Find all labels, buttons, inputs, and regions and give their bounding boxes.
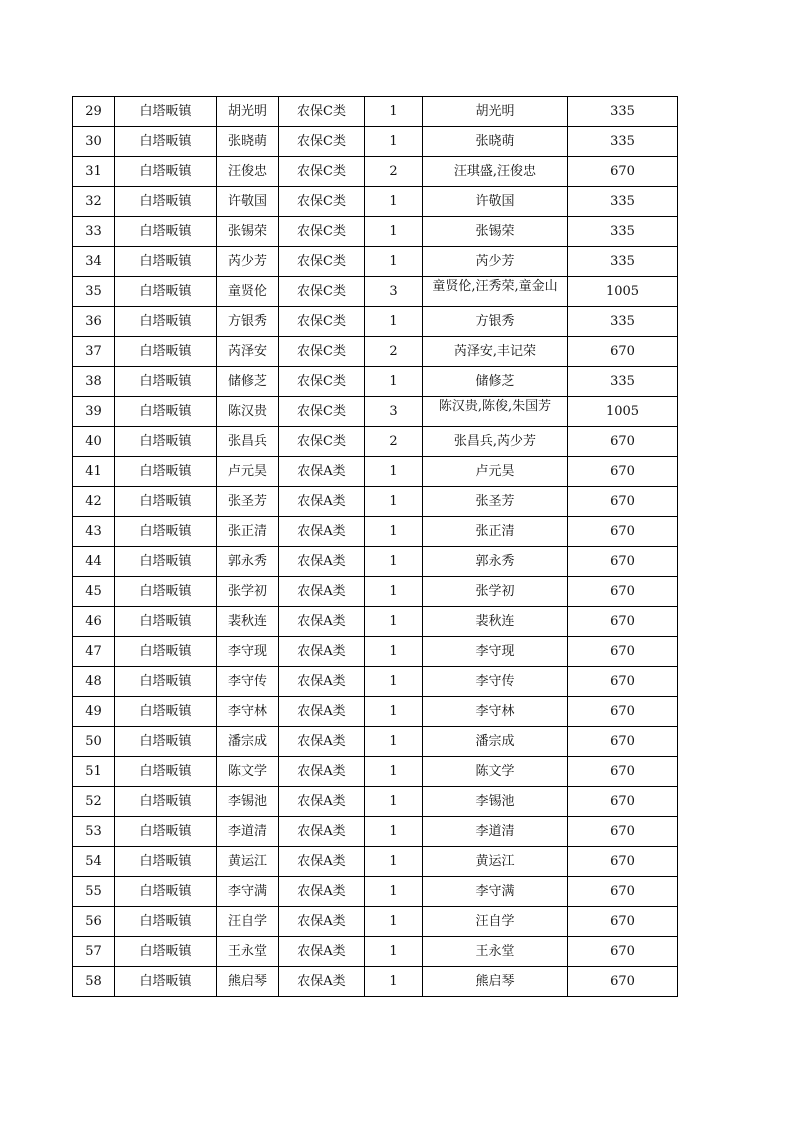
member-names-cell: 李道清 <box>423 817 568 847</box>
town-cell: 白塔畈镇 <box>115 397 217 427</box>
household-head-cell: 张晓萌 <box>217 127 279 157</box>
member-names-cell: 汪琪盛,汪俊忠 <box>423 157 568 187</box>
amount-cell: 670 <box>568 877 678 907</box>
amount-cell: 335 <box>568 247 678 277</box>
household-head-cell: 潘宗成 <box>217 727 279 757</box>
member-count-cell: 1 <box>365 367 423 397</box>
town-cell: 白塔畈镇 <box>115 187 217 217</box>
member-count-cell: 1 <box>365 307 423 337</box>
table-row <box>73 397 678 427</box>
member-count-cell: 1 <box>365 727 423 757</box>
table-row <box>73 697 678 727</box>
member-names-cell: 潘宗成 <box>423 727 568 757</box>
amount-cell: 670 <box>568 847 678 877</box>
town-cell: 白塔畈镇 <box>115 427 217 457</box>
row-index-cell: 45 <box>73 577 115 607</box>
member-names-cell: 李锡池 <box>423 787 568 817</box>
table-row <box>73 817 678 847</box>
member-count-cell: 1 <box>365 457 423 487</box>
row-index-cell: 47 <box>73 637 115 667</box>
town-cell: 白塔畈镇 <box>115 277 217 307</box>
table-row <box>73 157 678 187</box>
amount-cell: 1005 <box>568 277 678 307</box>
member-names-cell: 汪自学 <box>423 907 568 937</box>
row-index-cell: 41 <box>73 457 115 487</box>
table-body <box>73 97 678 997</box>
insurance-type-cell: 农保A类 <box>279 757 365 787</box>
member-count-cell: 1 <box>365 577 423 607</box>
household-head-cell: 张圣芳 <box>217 487 279 517</box>
row-index-cell: 42 <box>73 487 115 517</box>
member-names-cell: 张圣芳 <box>423 487 568 517</box>
insurance-type-cell: 农保C类 <box>279 97 365 127</box>
amount-cell: 670 <box>568 157 678 187</box>
member-names-cell: 张学初 <box>423 577 568 607</box>
amount-cell: 335 <box>568 217 678 247</box>
member-names-cell: 芮少芳 <box>423 247 568 277</box>
row-index-cell: 48 <box>73 667 115 697</box>
amount-cell: 670 <box>568 697 678 727</box>
insurance-type-cell: 农保C类 <box>279 277 365 307</box>
row-index-cell: 50 <box>73 727 115 757</box>
insurance-type-cell: 农保A类 <box>279 727 365 757</box>
table-row <box>73 487 678 517</box>
amount-cell: 670 <box>568 577 678 607</box>
row-index-cell: 55 <box>73 877 115 907</box>
town-cell: 白塔畈镇 <box>115 367 217 397</box>
table-row <box>73 967 678 997</box>
table-row <box>73 787 678 817</box>
table-row <box>73 547 678 577</box>
town-cell: 白塔畈镇 <box>115 727 217 757</box>
member-names-cell: 李守满 <box>423 877 568 907</box>
amount-cell: 670 <box>568 487 678 517</box>
member-count-cell: 1 <box>365 487 423 517</box>
member-count-cell: 3 <box>365 277 423 307</box>
insurance-type-cell: 农保A类 <box>279 487 365 517</box>
household-head-cell: 李锡池 <box>217 787 279 817</box>
household-head-cell: 张正清 <box>217 517 279 547</box>
town-cell: 白塔畈镇 <box>115 547 217 577</box>
table-row <box>73 517 678 547</box>
insurance-type-cell: 农保A类 <box>279 457 365 487</box>
household-head-cell: 陈汉贵 <box>217 397 279 427</box>
table-row <box>73 97 678 127</box>
household-head-cell: 张学初 <box>217 577 279 607</box>
town-cell: 白塔畈镇 <box>115 607 217 637</box>
household-head-cell: 裴秋连 <box>217 607 279 637</box>
member-count-cell: 1 <box>365 817 423 847</box>
household-head-cell: 张锡荣 <box>217 217 279 247</box>
insurance-type-cell: 农保A类 <box>279 817 365 847</box>
household-head-cell: 李守满 <box>217 877 279 907</box>
member-names-cell: 胡光明 <box>423 97 568 127</box>
member-count-cell: 1 <box>365 187 423 217</box>
town-cell: 白塔畈镇 <box>115 847 217 877</box>
amount-cell: 670 <box>568 757 678 787</box>
member-count-cell: 1 <box>365 97 423 127</box>
amount-cell: 670 <box>568 967 678 997</box>
household-head-cell: 熊启琴 <box>217 967 279 997</box>
insurance-type-cell: 农保C类 <box>279 337 365 367</box>
member-count-cell: 1 <box>365 247 423 277</box>
household-head-cell: 李道清 <box>217 817 279 847</box>
household-head-cell: 童贤伦 <box>217 277 279 307</box>
row-index-cell: 37 <box>73 337 115 367</box>
row-index-cell: 38 <box>73 367 115 397</box>
table-row <box>73 337 678 367</box>
table-row <box>73 247 678 277</box>
amount-cell: 1005 <box>568 397 678 427</box>
household-head-cell: 李守现 <box>217 637 279 667</box>
insurance-type-cell: 农保A类 <box>279 637 365 667</box>
member-count-cell: 1 <box>365 787 423 817</box>
town-cell: 白塔畈镇 <box>115 517 217 547</box>
town-cell: 白塔畈镇 <box>115 757 217 787</box>
household-head-cell: 许敬国 <box>217 187 279 217</box>
table-row <box>73 367 678 397</box>
insurance-type-cell: 农保C类 <box>279 307 365 337</box>
amount-cell: 670 <box>568 457 678 487</box>
member-count-cell: 2 <box>365 337 423 367</box>
town-cell: 白塔畈镇 <box>115 937 217 967</box>
member-count-cell: 1 <box>365 907 423 937</box>
member-names-cell: 张锡荣 <box>423 217 568 247</box>
amount-cell: 335 <box>568 367 678 397</box>
table-row <box>73 427 678 457</box>
household-head-cell: 储修芝 <box>217 367 279 397</box>
insurance-type-cell: 农保A类 <box>279 517 365 547</box>
insurance-type-cell: 农保C类 <box>279 217 365 247</box>
amount-cell: 670 <box>568 787 678 817</box>
table-row <box>73 457 678 487</box>
row-index-cell: 43 <box>73 517 115 547</box>
member-names-cell: 李守传 <box>423 667 568 697</box>
town-cell: 白塔畈镇 <box>115 157 217 187</box>
town-cell: 白塔畈镇 <box>115 457 217 487</box>
row-index-cell: 39 <box>73 397 115 427</box>
member-count-cell: 1 <box>365 877 423 907</box>
insurance-type-cell: 农保A类 <box>279 847 365 877</box>
member-names-cell: 张正清 <box>423 517 568 547</box>
member-names-cell: 李守现 <box>423 637 568 667</box>
row-index-cell: 35 <box>73 277 115 307</box>
table-row <box>73 607 678 637</box>
insurance-type-cell: 农保C类 <box>279 367 365 397</box>
member-count-cell: 3 <box>365 397 423 427</box>
insurance-type-cell: 农保A类 <box>279 667 365 697</box>
member-names-text: 童贤伦,汪秀荣,童金山 <box>432 279 558 294</box>
row-index-cell: 57 <box>73 937 115 967</box>
member-count-cell: 1 <box>365 757 423 787</box>
amount-cell: 335 <box>568 97 678 127</box>
row-index-cell: 44 <box>73 547 115 577</box>
household-roster-table <box>72 96 678 997</box>
member-count-cell: 1 <box>365 667 423 697</box>
town-cell: 白塔畈镇 <box>115 337 217 367</box>
table-row <box>73 667 678 697</box>
insurance-type-cell: 农保C类 <box>279 157 365 187</box>
row-index-cell: 53 <box>73 817 115 847</box>
row-index-cell: 33 <box>73 217 115 247</box>
member-count-cell: 1 <box>365 937 423 967</box>
member-names-cell: 李守林 <box>423 697 568 727</box>
town-cell: 白塔畈镇 <box>115 667 217 697</box>
member-count-cell: 2 <box>365 427 423 457</box>
amount-cell: 335 <box>568 127 678 157</box>
amount-cell: 670 <box>568 517 678 547</box>
household-head-cell: 汪俊忠 <box>217 157 279 187</box>
household-head-cell: 卢元昊 <box>217 457 279 487</box>
insurance-type-cell: 农保C类 <box>279 247 365 277</box>
household-head-cell: 方银秀 <box>217 307 279 337</box>
member-count-cell: 1 <box>365 517 423 547</box>
amount-cell: 670 <box>568 637 678 667</box>
town-cell: 白塔畈镇 <box>115 907 217 937</box>
town-cell: 白塔畈镇 <box>115 967 217 997</box>
member-names-cell: 卢元昊 <box>423 457 568 487</box>
row-index-cell: 34 <box>73 247 115 277</box>
town-cell: 白塔畈镇 <box>115 97 217 127</box>
table-row <box>73 907 678 937</box>
town-cell: 白塔畈镇 <box>115 637 217 667</box>
town-cell: 白塔畈镇 <box>115 217 217 247</box>
table-row <box>73 727 678 757</box>
town-cell: 白塔畈镇 <box>115 787 217 817</box>
insurance-type-cell: 农保C类 <box>279 187 365 217</box>
member-count-cell: 1 <box>365 637 423 667</box>
town-cell: 白塔畈镇 <box>115 877 217 907</box>
table-row <box>73 877 678 907</box>
household-head-cell: 张昌兵 <box>217 427 279 457</box>
insurance-type-cell: 农保A类 <box>279 967 365 997</box>
amount-cell: 670 <box>568 337 678 367</box>
row-index-cell: 54 <box>73 847 115 877</box>
table-row <box>73 217 678 247</box>
amount-cell: 670 <box>568 817 678 847</box>
insurance-type-cell: 农保A类 <box>279 577 365 607</box>
household-head-cell: 芮泽安 <box>217 337 279 367</box>
row-index-cell: 36 <box>73 307 115 337</box>
town-cell: 白塔畈镇 <box>115 487 217 517</box>
member-names-cell: 裴秋连 <box>423 607 568 637</box>
member-names-cell: 储修芝 <box>423 367 568 397</box>
insurance-type-cell: 农保A类 <box>279 937 365 967</box>
row-index-cell: 29 <box>73 97 115 127</box>
household-head-cell: 郭永秀 <box>217 547 279 577</box>
amount-cell: 670 <box>568 607 678 637</box>
member-names-cell: 许敬国 <box>423 187 568 217</box>
member-names-cell <box>423 277 568 307</box>
table-row <box>73 847 678 877</box>
row-index-cell: 40 <box>73 427 115 457</box>
household-head-cell: 陈文学 <box>217 757 279 787</box>
amount-cell: 670 <box>568 427 678 457</box>
household-head-cell: 汪自学 <box>217 907 279 937</box>
town-cell: 白塔畈镇 <box>115 307 217 337</box>
row-index-cell: 58 <box>73 967 115 997</box>
town-cell: 白塔畈镇 <box>115 697 217 727</box>
amount-cell: 335 <box>568 307 678 337</box>
table-row <box>73 577 678 607</box>
household-head-cell: 芮少芳 <box>217 247 279 277</box>
row-index-cell: 30 <box>73 127 115 157</box>
member-names-cell: 郭永秀 <box>423 547 568 577</box>
household-head-cell: 黄运江 <box>217 847 279 877</box>
household-head-cell: 胡光明 <box>217 97 279 127</box>
insurance-type-cell: 农保A类 <box>279 547 365 577</box>
table-row <box>73 277 678 307</box>
table-row <box>73 937 678 967</box>
member-names-cell: 黄运江 <box>423 847 568 877</box>
town-cell: 白塔畈镇 <box>115 817 217 847</box>
member-count-cell: 1 <box>365 127 423 157</box>
row-index-cell: 52 <box>73 787 115 817</box>
town-cell: 白塔畈镇 <box>115 127 217 157</box>
member-names-cell: 熊启琴 <box>423 967 568 997</box>
member-count-cell: 1 <box>365 547 423 577</box>
member-names-cell: 张昌兵,芮少芳 <box>423 427 568 457</box>
member-names-cell: 方银秀 <box>423 307 568 337</box>
town-cell: 白塔畈镇 <box>115 247 217 277</box>
member-names-cell: 陈文学 <box>423 757 568 787</box>
table-row <box>73 127 678 157</box>
amount-cell: 670 <box>568 937 678 967</box>
row-index-cell: 49 <box>73 697 115 727</box>
amount-cell: 670 <box>568 547 678 577</box>
insurance-type-cell: 农保A类 <box>279 907 365 937</box>
insurance-type-cell: 农保C类 <box>279 427 365 457</box>
member-count-cell: 1 <box>365 607 423 637</box>
member-count-cell: 1 <box>365 697 423 727</box>
member-count-cell: 1 <box>365 847 423 877</box>
member-names-text: 陈汉贵,陈俊,朱国芳 <box>438 399 552 414</box>
household-head-cell: 李守传 <box>217 667 279 697</box>
member-names-cell: 芮泽安,丰记荣 <box>423 337 568 367</box>
member-count-cell: 2 <box>365 157 423 187</box>
insurance-type-cell: 农保A类 <box>279 607 365 637</box>
town-cell: 白塔畈镇 <box>115 577 217 607</box>
table-row <box>73 757 678 787</box>
amount-cell: 670 <box>568 727 678 757</box>
insurance-type-cell: 农保A类 <box>279 697 365 727</box>
insurance-type-cell: 农保A类 <box>279 787 365 817</box>
amount-cell: 670 <box>568 667 678 697</box>
insurance-type-cell: 农保C类 <box>279 397 365 427</box>
member-names-cell: 王永堂 <box>423 937 568 967</box>
row-index-cell: 51 <box>73 757 115 787</box>
table-row <box>73 637 678 667</box>
member-names-cell <box>423 397 568 427</box>
household-head-cell: 王永堂 <box>217 937 279 967</box>
insurance-type-cell: 农保C类 <box>279 127 365 157</box>
amount-cell: 335 <box>568 187 678 217</box>
member-count-cell: 1 <box>365 217 423 247</box>
row-index-cell: 32 <box>73 187 115 217</box>
table-row <box>73 307 678 337</box>
row-index-cell: 46 <box>73 607 115 637</box>
member-count-cell: 1 <box>365 967 423 997</box>
household-head-cell: 李守林 <box>217 697 279 727</box>
row-index-cell: 56 <box>73 907 115 937</box>
insurance-type-cell: 农保A类 <box>279 877 365 907</box>
row-index-cell: 31 <box>73 157 115 187</box>
table-row <box>73 187 678 217</box>
amount-cell: 670 <box>568 907 678 937</box>
member-names-cell: 张晓萌 <box>423 127 568 157</box>
